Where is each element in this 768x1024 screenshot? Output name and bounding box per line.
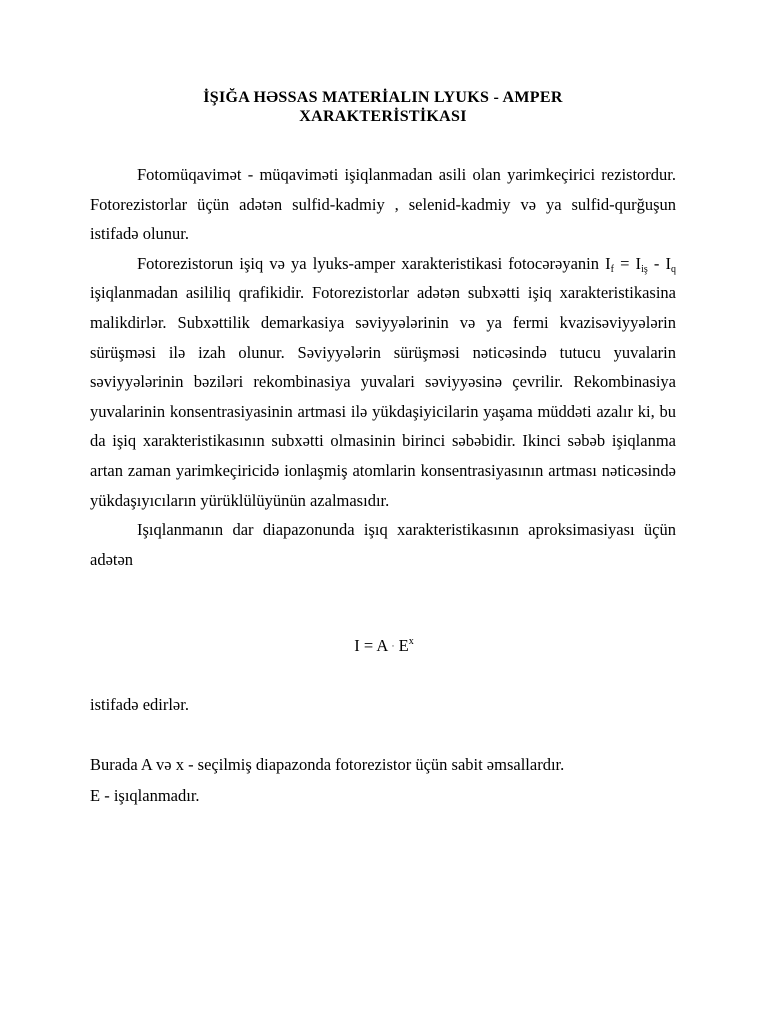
formula-base: E xyxy=(398,636,409,655)
paragraph-characteristic xyxy=(90,249,676,515)
formula-lhs: I = A xyxy=(354,636,388,655)
equals-text: = I xyxy=(613,253,642,273)
subscript-is: iş xyxy=(641,263,648,275)
paragraph-text-rest: işiqlanmadan asililiq qrafikidir. Fotorezistorlar adətən subxətti işiq xarakteristikasina malikdirlər. Subxəttilik demarkasiya səviyyələrinin və ya fermi kvazisəviyyələrin sürüşməsi ilə izah olunur. Səviyyələrin sürüşməsi nəticəsində tutucu yuvalarin səviyyələrinin bəziləri rekombinasiya yuvalari səviyyəsinə çevrilir. Rekombinasiya yuvalarinin konsentrasiyasinin artmasi ilə yükdaşiyicilarin yaşama müddəti azalır ki, bu da işiq xarakteristikasının subxətti olmasinin birinci səbəbidir. Ikinci səbəb işiqlanma artan zaman yarimkeçiricidə ionlaşmiş atomlarin konsentrasiyasının artması nəticəsində yükdaşıyıcıların yürüklülüyünün azalmasıdır. xyxy=(90,283,676,510)
subscript-f: f xyxy=(610,263,614,275)
formula xyxy=(0,636,768,656)
after-formula-text: istifadə edirlər. xyxy=(90,695,189,714)
note-illumination: E - işıqlanmadır. xyxy=(90,786,200,805)
paragraph-approximation: Işıqlanmanın dar diapazonunda işıq xarakteristikasının aproksimasiyası üçün adətən xyxy=(90,520,676,569)
document-title-line-1: İŞIĞA HƏSSAS MATERİALIN LYUKS - AMPER xyxy=(203,89,563,106)
document-body xyxy=(90,160,676,574)
formula-exponent: x xyxy=(408,636,414,647)
paragraph-definition: Fotomüqavimət - müqaviməti işiqlanmadan asili olan yarimkeçirici rezistordur. Fotorezistorlar üçün adətən sulfid-kadmiy , selenid-kadmiy və ya sulfid-qurğuşun istifadə olunur. xyxy=(90,165,676,244)
subscript-q: q xyxy=(671,263,676,275)
paragraph-text-start: Fotorezistorun işiq və ya lyuks-amper xarakteristikasi fotocərəyanin I xyxy=(137,253,611,273)
note-coefficients: Burada A və x - seçilmiş diapazonda fotorezistor üçün sabit əmsallardır. xyxy=(90,755,565,774)
minus-text: - I xyxy=(647,253,671,273)
document-title-line-2: XARAKTERİSTİKASI xyxy=(299,108,467,125)
formula-dot: · xyxy=(391,641,395,651)
